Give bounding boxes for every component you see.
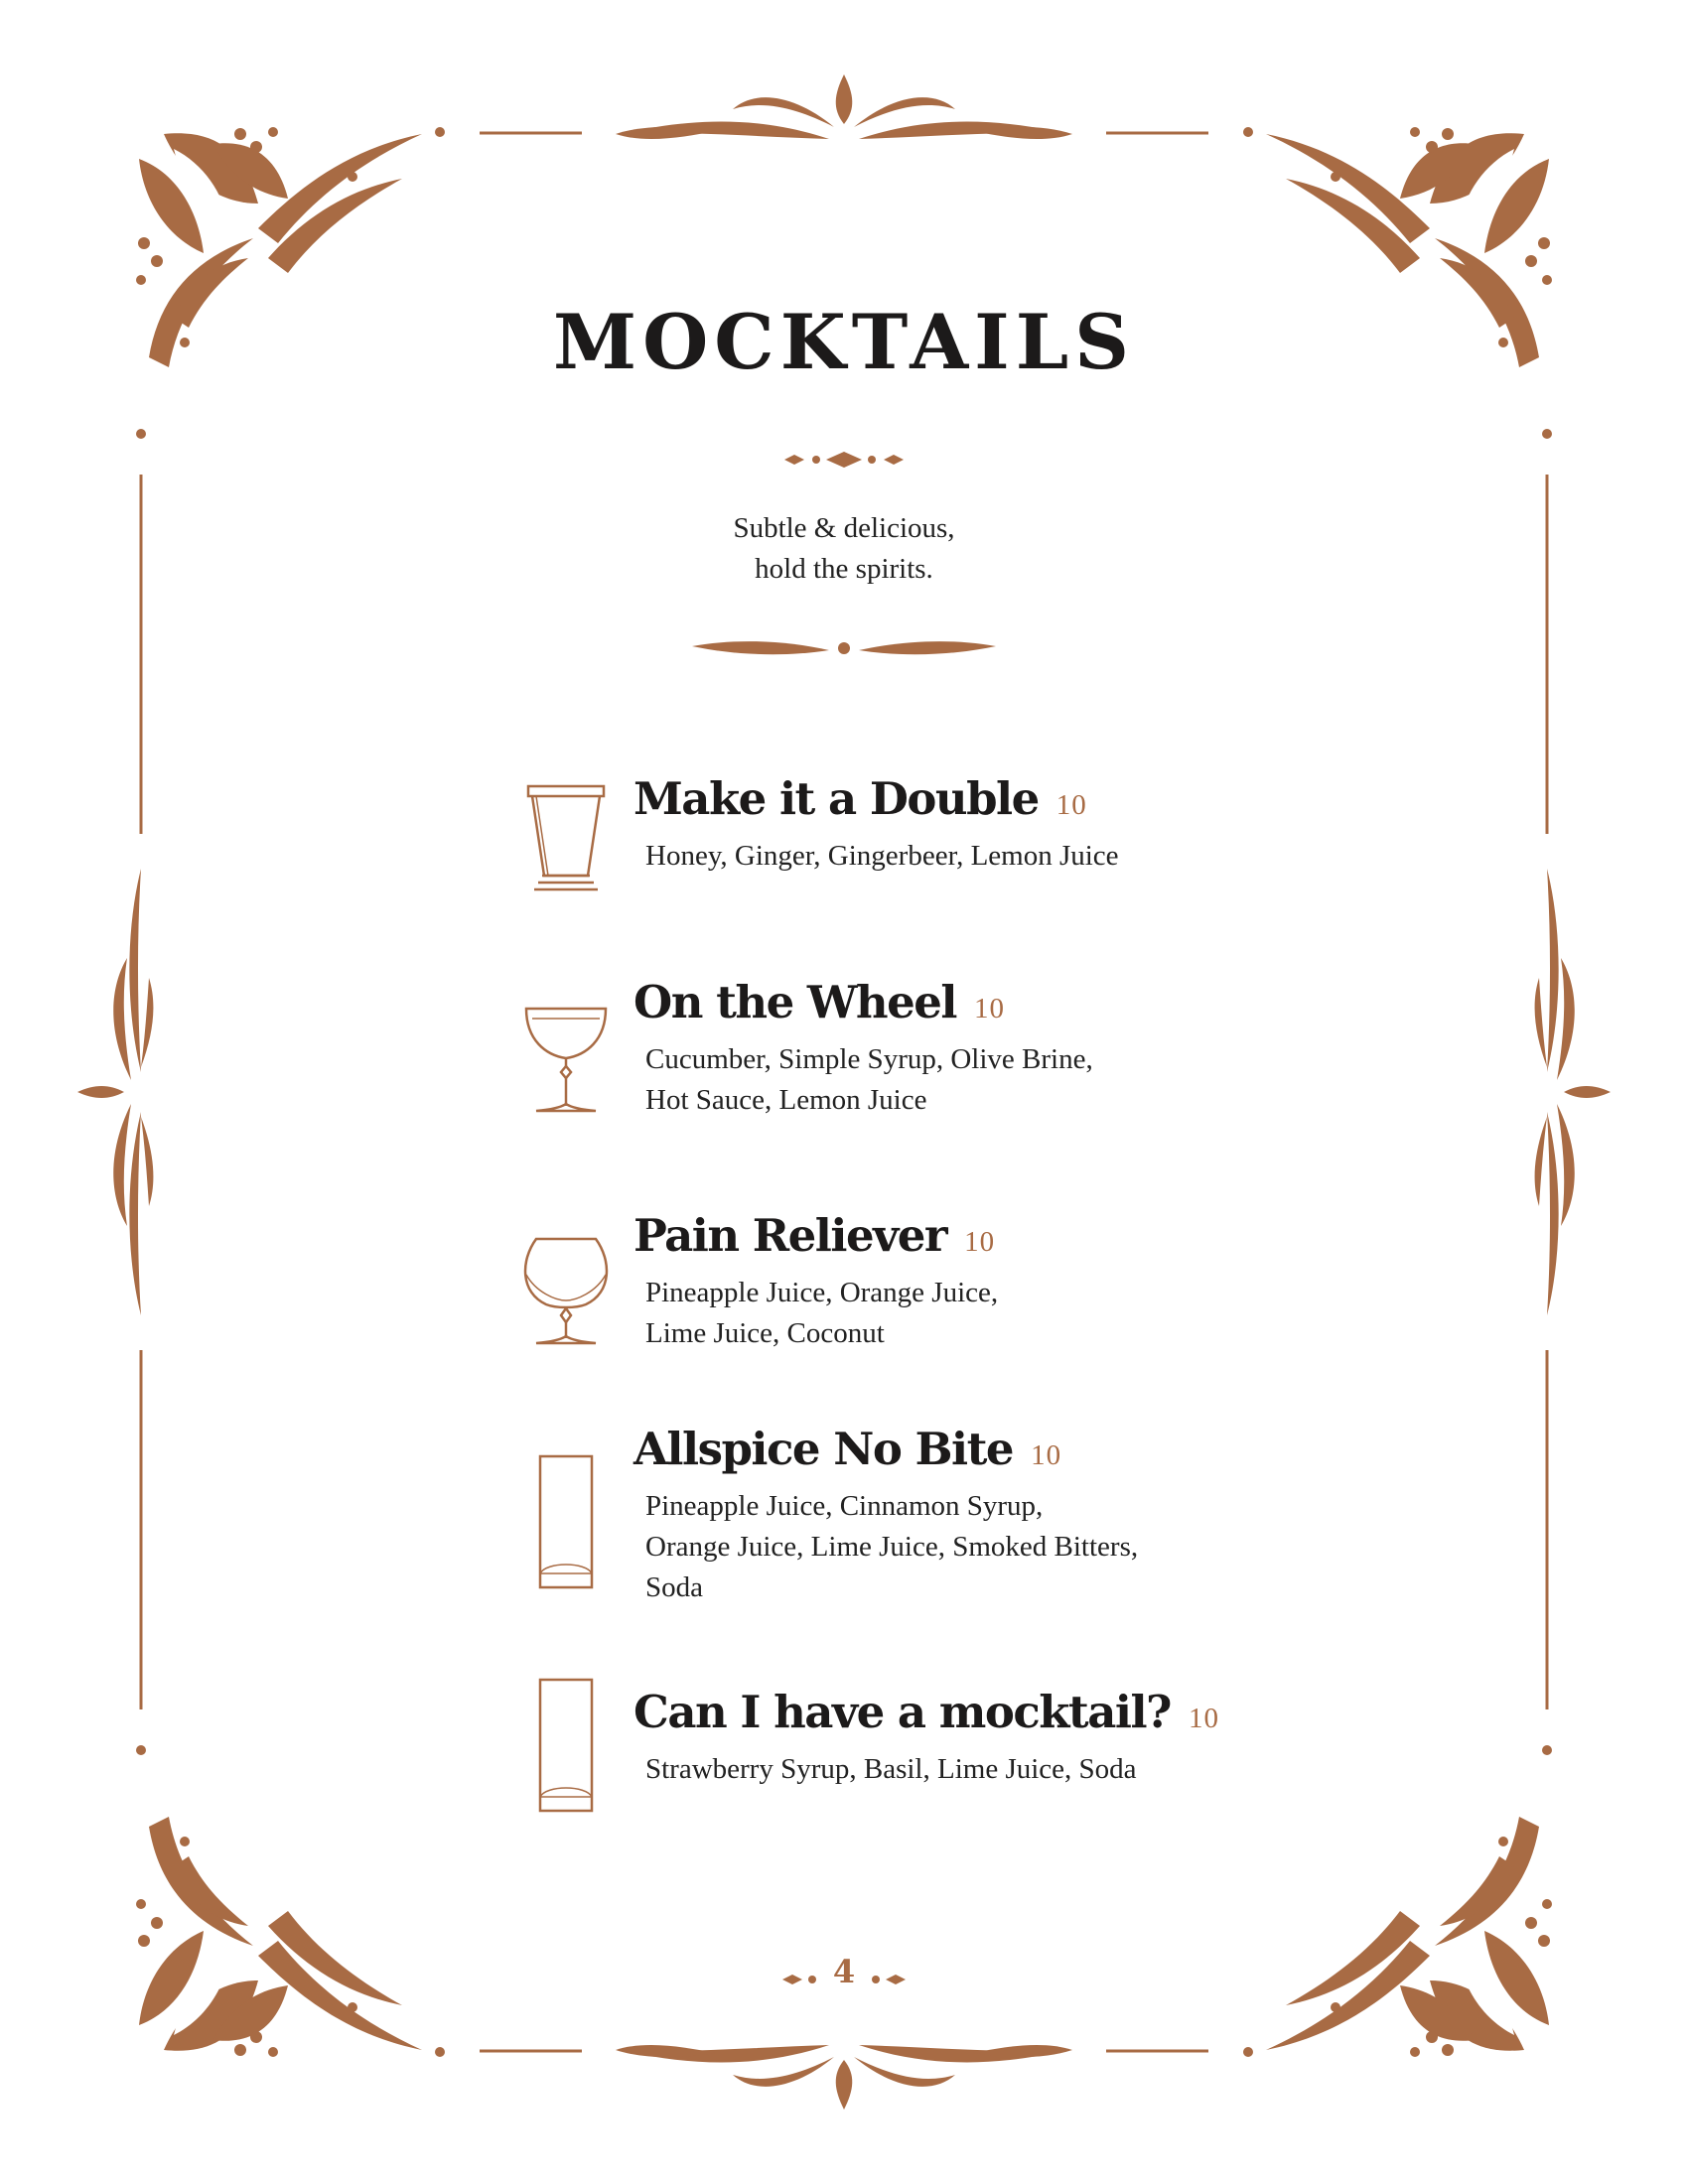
- item-name: Pain Reliever: [633, 1209, 947, 1262]
- subtitle-divider: [692, 641, 996, 654]
- item-name: On the Wheel: [633, 976, 956, 1028]
- ingredients-line: Soda: [645, 1571, 703, 1603]
- ingredients-line: Pineapple Juice, Cinnamon Syrup,: [645, 1490, 1044, 1522]
- snifter-glass-icon: [516, 1231, 616, 1350]
- item-ingredients: [645, 1273, 1281, 1354]
- item-name: Make it a Double: [633, 772, 1039, 825]
- ingredients-line: Pineapple Juice, Orange Juice,: [645, 1277, 999, 1308]
- page-title: MOCKTAILS: [552, 298, 1136, 386]
- ingredients-line: Strawberry Syrup, Basil, Lime Juice, Soda: [645, 1753, 1137, 1785]
- ingredients-line: Cucumber, Simple Syrup, Olive Brine,: [645, 1043, 1093, 1075]
- ingredients-line: Lime Juice, Coconut: [645, 1317, 885, 1349]
- highball-glass-icon: [516, 1452, 616, 1591]
- page-number: 4: [832, 1953, 856, 1990]
- ingredients-line: Honey, Ginger, Gingerbeer, Lemon Juice: [645, 840, 1119, 872]
- item-price: 10: [1055, 789, 1087, 821]
- item-ingredients: [645, 836, 1281, 877]
- item-name: Can I have a mocktail?: [633, 1686, 1171, 1738]
- coupe-glass-icon: [516, 1001, 616, 1120]
- subtitle-line: Subtle & delicious,: [733, 512, 955, 544]
- menu-subtitle: [0, 508, 1688, 590]
- item-name: Allspice No Bite: [633, 1423, 1014, 1475]
- item-price: 10: [974, 993, 1005, 1024]
- ingredients-line: Orange Juice, Lime Juice, Smoked Bitters,: [645, 1531, 1139, 1563]
- item-price: 10: [964, 1226, 996, 1258]
- item-price: 10: [1188, 1703, 1219, 1734]
- item-ingredients: [645, 1749, 1281, 1790]
- item-ingredients: [645, 1039, 1281, 1121]
- item-ingredients: [645, 1486, 1281, 1608]
- subtitle-line: hold the spirits.: [755, 553, 933, 585]
- collins-glass-icon: [516, 1676, 616, 1815]
- title-divider: [784, 452, 904, 468]
- ingredients-line: Hot Sauce, Lemon Juice: [645, 1084, 927, 1116]
- julep-cup-icon: [516, 782, 616, 896]
- item-price: 10: [1031, 1439, 1062, 1471]
